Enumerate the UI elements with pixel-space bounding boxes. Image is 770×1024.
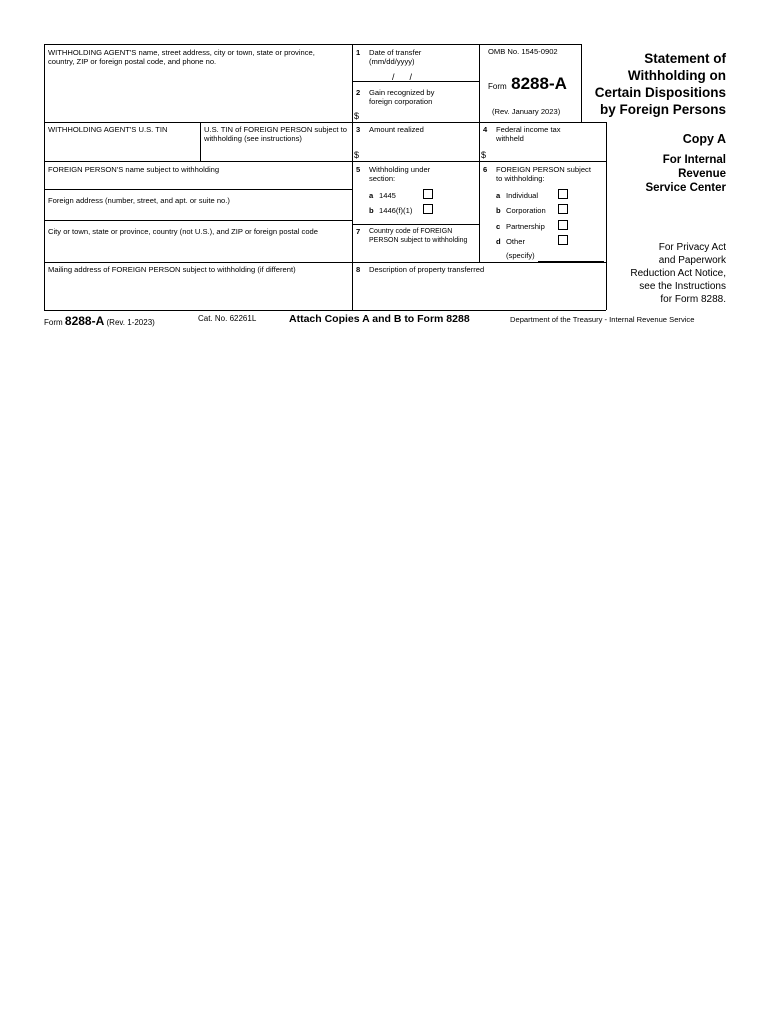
box6b-checkbox[interactable]: [558, 204, 568, 214]
title-line-1: Statement of: [644, 51, 726, 66]
box5-label: Withholding under section:: [369, 165, 431, 183]
irs-center-label: [610, 153, 726, 195]
foreign-city-field[interactable]: City or town, state or province, country (not U.S.), and ZIP or foreign postal code: [48, 227, 318, 236]
left-border: [44, 44, 45, 310]
privacy-line-3: Reduction Act Notice,: [630, 268, 726, 279]
rule-mailing: [44, 262, 352, 263]
form-title: [584, 50, 726, 118]
footer-department: Department of the Treasury - Internal Revenue Service: [510, 315, 695, 324]
revision-date: (Rev. January 2023): [492, 107, 561, 116]
box-divider: [479, 44, 480, 262]
privacy-line-5: for Form 8288.: [660, 294, 726, 305]
box7-country-code-field[interactable]: Country code of FOREIGN PERSON subject to withholding: [369, 228, 468, 244]
privacy-line-2: and Paperwork: [658, 255, 726, 266]
box2-dollar: $: [354, 111, 360, 121]
box6d-specify-label: (specify): [506, 251, 535, 260]
footer-form-id: [44, 314, 155, 328]
box6a-checkbox[interactable]: [558, 189, 568, 199]
box6b-text: Corporation: [506, 206, 546, 215]
form-number-block: [488, 74, 567, 94]
box5a-checkbox[interactable]: [423, 189, 433, 199]
box1-number: 1: [356, 48, 361, 57]
rule-row-tin: [44, 122, 606, 123]
box8-number: 8: [356, 265, 361, 274]
privacy-line-4: see the Instructions: [639, 281, 726, 292]
box6d-checkbox[interactable]: [558, 235, 568, 245]
box6d-letter: d: [496, 237, 501, 246]
rule-foreign-address: [44, 189, 352, 190]
box5b-text: 1446(f)(1): [379, 206, 413, 215]
tin-divider: [200, 122, 201, 161]
box3-number: 3: [356, 125, 361, 134]
box7-number: 7: [356, 227, 361, 236]
box6d-text: Other: [506, 237, 525, 246]
box8-description-field[interactable]: Description of property transferred: [369, 265, 485, 274]
footer-form-number: 8288-A: [64, 314, 105, 328]
privacy-notice: [610, 241, 726, 306]
withholding-agent-name-field[interactable]: WITHHOLDING AGENT'S name, street address, city or town, state or province, country, ZIP or foreign postal code, and phone no.: [48, 48, 315, 66]
irs-line-3: Service Center: [645, 182, 726, 194]
box4-number: 4: [483, 125, 488, 134]
rule-box2: [352, 81, 479, 82]
omb-right-border: [581, 44, 582, 122]
copy-divider: [606, 122, 607, 310]
box6c-text: Partnership: [506, 222, 545, 231]
foreign-tin-field[interactable]: U.S. TIN of FOREIGN PERSON subject to withholding (see instructions): [204, 125, 347, 143]
box6a-letter: a: [496, 191, 501, 200]
privacy-line-1: For Privacy Act: [658, 242, 726, 253]
form-8288a-copy-a: [44, 44, 726, 311]
box4-dollar: $: [481, 150, 487, 160]
bottom-rule: [44, 310, 606, 311]
title-line-3: Certain Dispositions: [594, 85, 726, 100]
box6-number: 6: [483, 165, 488, 174]
box3-amount-field[interactable]: Amount realized: [369, 125, 424, 134]
box3-dollar: $: [354, 150, 360, 160]
top-rule: [44, 44, 581, 45]
box6-label: FOREIGN PERSON subject to withholding:: [496, 165, 591, 183]
footer-rev: (Rev. 1-2023): [106, 318, 155, 327]
box5-number: 5: [356, 165, 361, 174]
irs-line-1: For Internal: [662, 154, 726, 166]
foreign-name-field[interactable]: FOREIGN PERSON'S name subject to withholding: [48, 165, 220, 174]
form-word: Form: [488, 82, 507, 91]
center-divider: [352, 44, 353, 310]
rule-box7: [352, 224, 479, 225]
box6d-specify-field[interactable]: [538, 259, 604, 262]
box6c-letter: c: [496, 222, 501, 231]
foreign-address-field[interactable]: Foreign address (number, street, and apt. or suite no.): [48, 196, 230, 205]
box5b-letter: b: [369, 206, 374, 215]
footer-form-word: Form: [44, 318, 63, 327]
box4-withheld-field[interactable]: Federal income tax withheld: [496, 125, 561, 143]
irs-line-2: Revenue: [678, 168, 726, 180]
title-line-2: Withholding on: [627, 68, 726, 83]
box5a-text: 1445: [379, 191, 396, 200]
box2-gain-field[interactable]: Gain recognized by foreign corporation: [369, 88, 435, 106]
footer-attach-instruction: Attach Copies A and B to Form 8288: [289, 313, 470, 325]
title-line-4: by Foreign Persons: [599, 102, 726, 117]
footer-cat-number: Cat. No. 62261L: [198, 314, 257, 323]
omb-number: OMB No. 1545-0902: [488, 47, 558, 56]
form-number: 8288-A: [511, 74, 567, 93]
box2-number: 2: [356, 88, 361, 97]
mailing-address-field[interactable]: Mailing address of FOREIGN PERSON subject to withholding (if different): [48, 265, 296, 274]
box5a-letter: a: [369, 191, 374, 200]
box5b-checkbox[interactable]: [423, 204, 433, 214]
copy-label: Copy A: [682, 132, 726, 146]
agent-tin-field[interactable]: WITHHOLDING AGENT'S U.S. TIN: [48, 125, 168, 134]
box6c-checkbox[interactable]: [558, 220, 568, 230]
rule-box8: [352, 262, 606, 263]
box6b-letter: b: [496, 206, 501, 215]
box1-date-field[interactable]: Date of transfer (mm/dd/yyyy): [369, 48, 422, 66]
rule-city: [44, 220, 352, 221]
rule-row-foreign-name: [44, 161, 606, 162]
date-slashes: / /: [392, 72, 413, 82]
box6a-text: Individual: [506, 191, 539, 200]
